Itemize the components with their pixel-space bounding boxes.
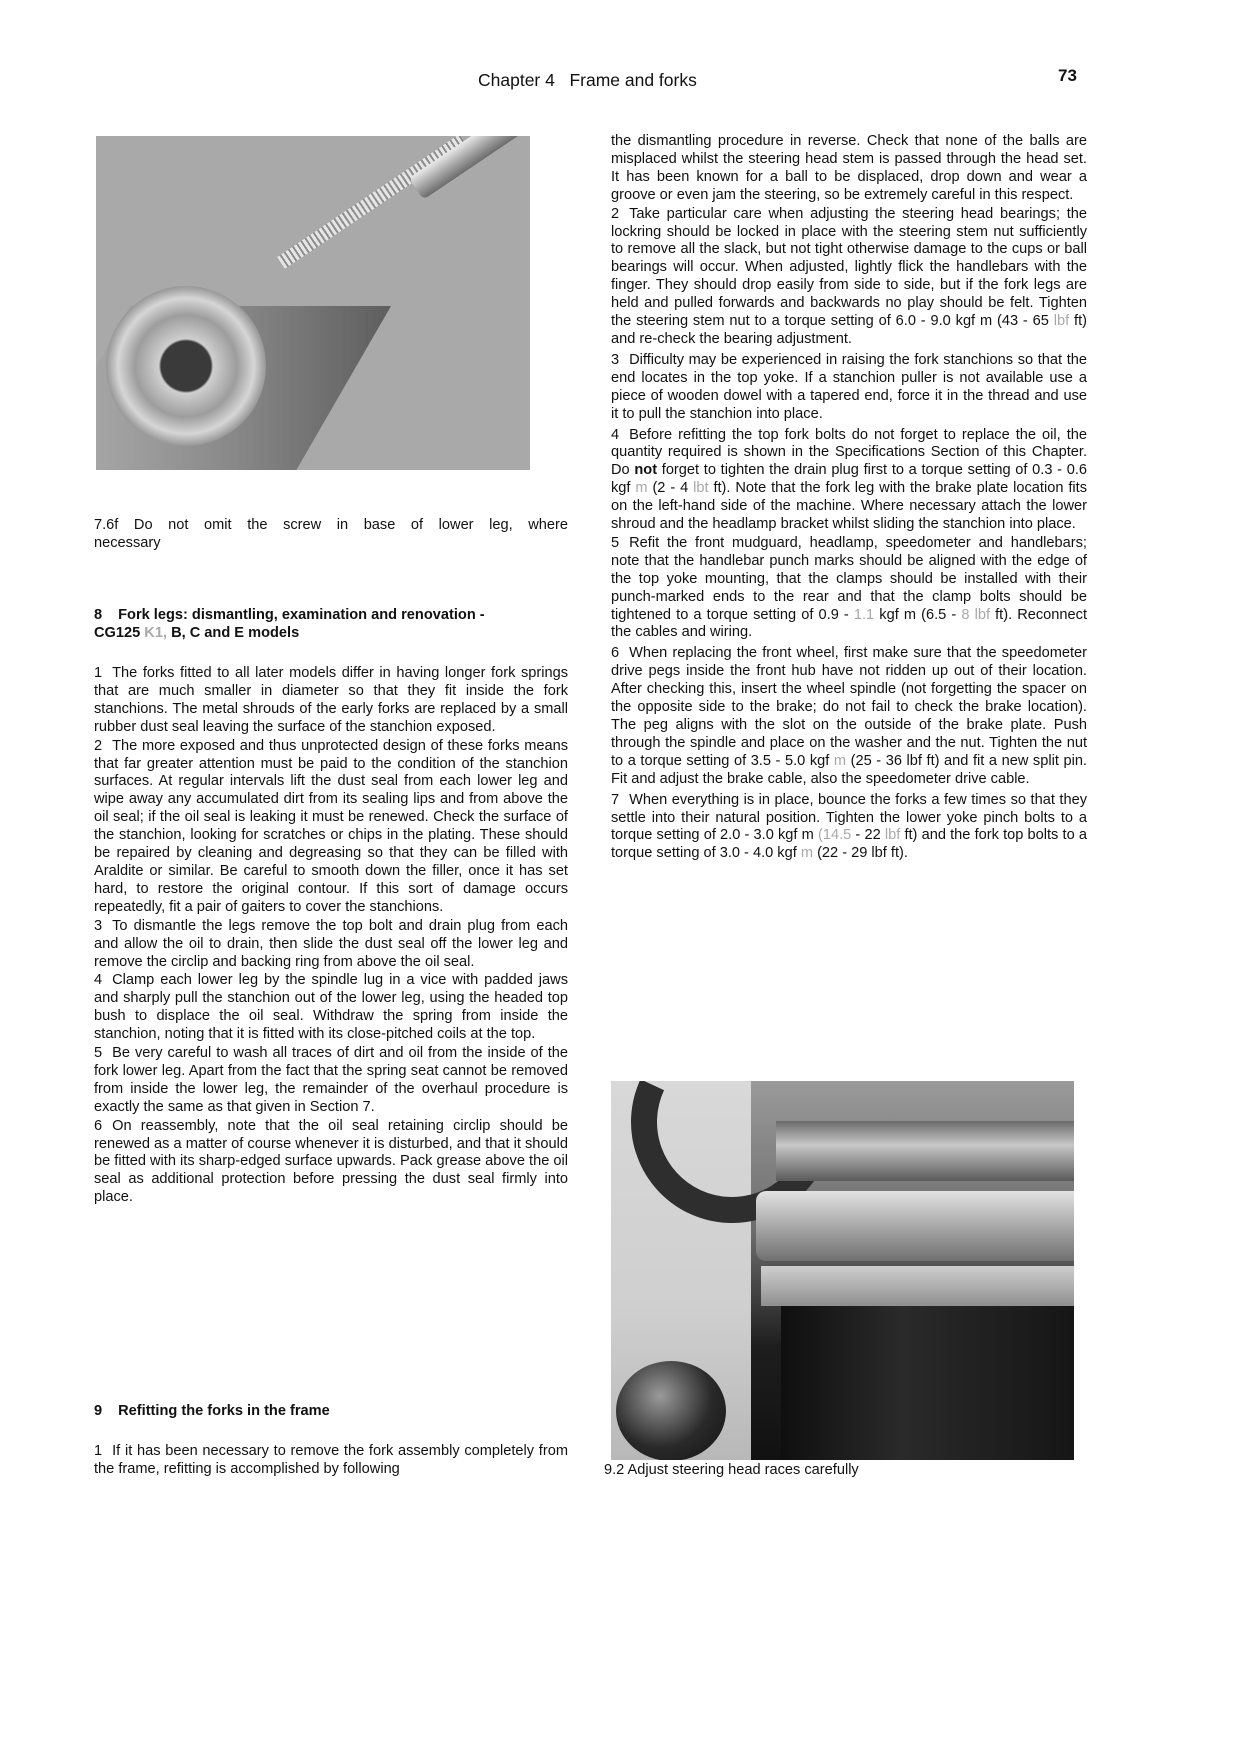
paragraph-text: The forks fitted to all later models differ in having longer fork springs that are much smaller in diameter so that they fit inside the fork stanchions. The metal shrouds of the early forks are replaced by a small rubber dust seal leaving the surface of the stanchion exposed.: [94, 665, 568, 735]
paragraph-text: To dismantle the legs remove the top bolt and drain plug from each and allow the oil to drain, then slide the dust seal off the lower leg and remove the circlip and backing ring from above the oil seal.: [94, 917, 568, 970]
paragraph-number: 4: [611, 426, 620, 443]
caption-line-2: necessary: [94, 534, 161, 551]
bearing-race-shape: [756, 1191, 1074, 1261]
paragraph: [94, 918, 568, 972]
caption-word: lower: [438, 517, 474, 533]
paragraph-text: ft) and the fork top bolts to a torque setting of 3.0 - 4.0 kgf: [611, 827, 1087, 862]
model-text-faint: K1,: [144, 625, 168, 641]
section-number: 8: [94, 607, 103, 623]
caption-word: the: [247, 517, 268, 533]
paragraph-text: Be very careful to wash all traces of dirt and oil from the inside of the fork lower leg. Apart from the fact that the spring seat cannot be removed from inside the lower leg, the remainder of the overhaul procedure is exactly the same as that given in Section 7.: [94, 1045, 568, 1115]
model-text: B, C and E models: [167, 625, 300, 641]
faint-unit: 8 lbf: [961, 606, 990, 623]
page-number: 73: [1058, 66, 1077, 85]
section-9-body-right: [611, 133, 1087, 864]
paragraph-number: 1: [94, 665, 103, 681]
paragraph-text: When replacing the front wheel, first make sure that the speedometer drive pegs inside the front hub have not ridden up out of their location. After checking this, insert the wheel spindle (not forgetting the spacer on the opposite side to the brake; do not fail to check the brake location). The peg aligns with the slot on the outside of the brake plate. Push through the spindle and place on the washer and the nut. Tighten the nut to a torque setting of 3.5 - 5.0 kgf: [611, 645, 1087, 769]
paragraph: [94, 1045, 568, 1117]
caption-word: leg,: [489, 517, 513, 533]
paragraph-number: 6: [94, 1117, 103, 1134]
emphasis-text: not: [634, 462, 658, 479]
caption-word: of: [410, 517, 424, 533]
paragraph-text: the dismantling procedure in reverse. Check that none of the balls are misplaced whilst the steering head stem is passed through the head set. It has been known for a ball to be displaced, drop down and wear a groove or even jam the steering, so be extremely careful in this respect.: [611, 133, 1087, 203]
paragraph-text: Before refitting the top fork bolts do not forget to replace the oil, the quantity required is shown in the Specifications Section of this Chapter. Do: [611, 426, 1087, 479]
paragraph-text: Refit the front mudguard, headlamp, speedometer and handlebars; note that the handlebar punch marks should be aligned with the edge of the top yoke mounting, that the clamps should be installed with their punch-marked ends to the rear and that the clamp bolts should be tightened to a torque setting of 0.9 -: [611, 534, 1087, 623]
section-9-heading: [94, 1402, 330, 1420]
section-8-heading-line-1: [94, 606, 568, 624]
paragraph-number: 1: [94, 1443, 103, 1459]
section-8-body: [94, 665, 568, 1208]
paragraph-text: ft). Reconnect the cables and wiring.: [611, 606, 1088, 641]
figure-caption-7-6f: [94, 517, 568, 553]
chapter-title: Chapter 4 Frame and forks: [478, 70, 697, 90]
faint-unit: m: [833, 752, 847, 769]
faint-unit: lbf: [884, 827, 901, 844]
section-title: Fork legs: dismantling, examination and renovation -: [118, 607, 485, 623]
section-title: Refitting the forks in the frame: [118, 1403, 330, 1419]
paragraph-text: (22 - 29 lbf ft).: [813, 845, 908, 862]
paragraph: [94, 1118, 568, 1208]
paragraph: [611, 352, 1087, 424]
faint-number: 1.1: [853, 606, 875, 623]
paragraph: [611, 133, 1087, 205]
paragraph-text: The more exposed and thus unprotected design of these forks means that far greater attention must be paid to the condition of the stanchion surfaces. At regular intervals lift the dust seal from each lower leg and wipe away any accumulated dirt from its sealing lips and from above the oil seal; if the oil seal is leaking it must be renewed. Check the surface of the stanchion, looking for scratches or chips in the plating. These should be repaired by cleaning and degreasing so that they can be filled with Araldite or similar. Be careful to smooth down the filler, once it has set hard, to restore the original contour. If this sort of damage occurs repeatedly, fit a pair of gaiters to cover the stanchions.: [94, 737, 568, 915]
section-8-heading-line-2: [94, 624, 568, 642]
paragraph-text: If it has been necessary to remove the fork assembly completely from the frame, refitting is accomplished by following: [94, 1443, 568, 1477]
caption-word: Do: [133, 517, 153, 533]
lower-race-shape: [761, 1266, 1074, 1306]
paragraph: [94, 665, 568, 737]
paragraph: [94, 972, 568, 1044]
paragraph-number: 2: [611, 205, 620, 222]
paragraph: [611, 645, 1087, 788]
caption-word: not: [168, 517, 189, 533]
paragraph-text: kgf m (6.5 -: [874, 606, 962, 623]
caption-line-1: [94, 517, 568, 535]
section-number: 9: [94, 1403, 103, 1419]
paragraph-text: (25 - 36 lbf ft) and fit a new split pin. Fit and adjust the brake cable, also the speedometer drive cable.: [611, 752, 1087, 787]
paragraph-text: Difficulty may be experienced in raising the fork stanchions so that the end locates in the top yoke. If a stanchion puller is not available use a piece of wooden dowel with a tapered end, force it in the thread and use it to pull the stanchion into place.: [611, 351, 1087, 422]
headlamp-shape: [616, 1361, 726, 1460]
screwdriver-shape: [409, 136, 530, 200]
section-9-body-left: [94, 1443, 568, 1480]
paragraph: [611, 206, 1087, 349]
section-8-heading: [94, 606, 568, 642]
faint-unit: lbt: [693, 480, 709, 497]
paragraph-text: When everything is in place, bounce the forks a few times so that they settle into their natural position. Tighten the lower yoke pinch bolts to a torque setting of 2.0 - 3.0 kgf m: [611, 791, 1087, 844]
paragraph-number: 6: [611, 645, 620, 662]
caption-word: where: [528, 517, 568, 533]
paragraph-number: 3: [611, 351, 620, 368]
paragraph-text: Clamp each lower leg by the spindle lug in a vice with padded jaws and sharply pull the stanchion out of the lower leg, using the headed top bush to displace the oil seal. Withdraw the spring from inside the stanchion, noting that it is fitted with its close-pitched coils at the top.: [94, 972, 568, 1043]
paragraph-number: 5: [611, 534, 620, 551]
screw-shape: [277, 136, 467, 269]
paragraph-text: - 22: [851, 827, 885, 844]
paragraph: [611, 535, 1087, 642]
caption-word: 7.6f: [94, 517, 119, 533]
paragraph-text: ft). Note that the fork leg with the brake plate location fits on the left-hand side of the machine. Where necessary attach the lower shroud and the headlamp bracket whilst sliding the stanchion into place.: [611, 480, 1088, 533]
paragraph: [94, 1443, 568, 1479]
paragraph-number: 4: [94, 972, 103, 989]
faint-unit: m: [800, 845, 814, 862]
caption-word: screw: [283, 517, 322, 533]
paragraph-number: 2: [94, 737, 103, 754]
model-text: CG125: [94, 625, 145, 641]
paragraph: [94, 738, 568, 917]
paragraph-text: (2 - 4: [647, 480, 694, 497]
paragraph-number: 7: [611, 791, 620, 808]
paragraph: [611, 792, 1087, 864]
paragraph-number: 3: [94, 917, 103, 934]
paragraph-text: ft) and re-check the bearing adjustment.: [611, 313, 1087, 347]
paragraph-text: On reassembly, note that the oil seal retaining circlip should be renewed as a matter of course whenever it is disturbed, and that it should be fitted with its sharp-edged surface upwards. Pack grease above the oil seal as additional protection before pressing the dust seal firmly into place.: [94, 1117, 568, 1206]
caption-word: omit: [204, 517, 232, 533]
caption-word: in: [336, 517, 349, 533]
steering-nut-shape: [776, 1121, 1074, 1181]
faint-number: (14.5: [817, 827, 852, 844]
paragraph-number: 5: [94, 1045, 103, 1062]
paragraph-text: Take particular care when adjusting the steering head bearings; the lockring should be locked in place with the steering stem nut sufficiently to remove all the slack, but not tight otherwise damage to the cups or ball bearings will occur. When adjusted, lightly flick the handlebars with the finger. They should drop easily from side to side, but if the fork legs are held and pulled forwards and backwards no play should be felt. Tighten the steering stem nut to a torque setting of 6.0 - 9.0 kgf m (43 - 65: [611, 205, 1087, 330]
paragraph-text: forget to tighten the drain plug first to a torque setting of 0.3 - 0.6 kgf: [611, 462, 1087, 497]
head-tube-shape: [781, 1306, 1074, 1460]
spindle-lug-shape: [106, 286, 266, 446]
caption-word: base: [363, 517, 396, 533]
photo-fork-lower-leg-screw-icon: [96, 136, 530, 470]
figure-caption-9-2: 9.2 Adjust steering head races carefully: [604, 1462, 859, 1478]
photo-steering-head-races-icon: [611, 1081, 1074, 1460]
paragraph: [611, 427, 1087, 534]
faint-unit: lbf: [1053, 313, 1070, 330]
faint-unit: m: [635, 480, 648, 497]
